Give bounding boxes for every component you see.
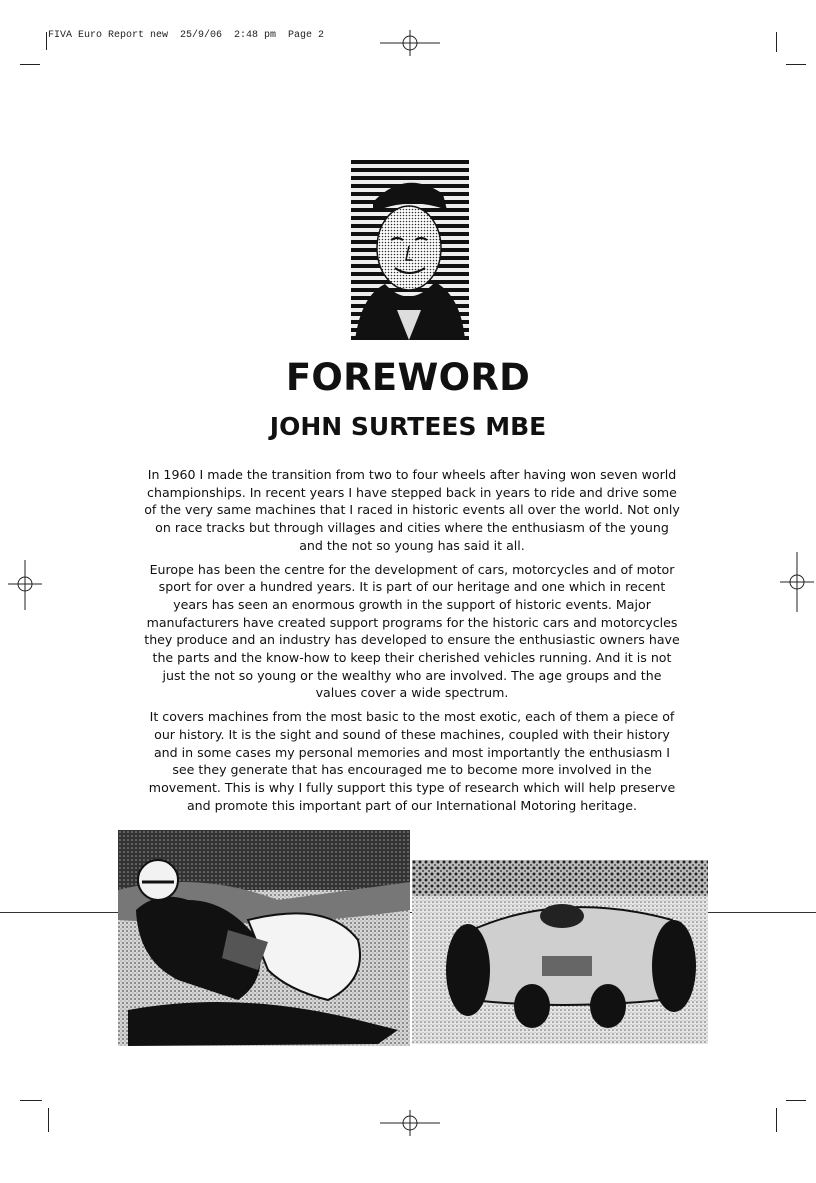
portrait-photo — [351, 160, 469, 340]
registration-mark-icon — [780, 552, 814, 612]
paragraph: Europe has been the centre for the development of cars, motorcycles and of motor sport for over a hundred years. It is part of our heritage and one which in recent years has seen an enormous growth in the support of historic events. Major manufacturers have created support programs for the historic cars and motorcycles they produce and an industry has developed to ensure the enthusiastic owners have the parts and the know-how to keep their cherished vehicles running. And it is not just the not so young or the wealthy who are involved. The age groups and the values cover a wide spectrum. — [144, 561, 680, 701]
registration-mark-icon — [8, 560, 42, 610]
crop-mark-top-left-h — [20, 64, 40, 65]
crop-mark-top-right-v — [776, 32, 777, 52]
crop-mark-bottom-left-v — [48, 1108, 49, 1132]
paragraph: In 1960 I made the transition from two to four wheels after having won seven world championships. In recent years I have stepped back in years to ride and drive some of the very same machines that I raced in historic events all over the world. Not only on race tracks but through villages and cities where the enthusiasm of the young and the not so young has said it all. — [144, 467, 680, 553]
race-car-photo — [412, 860, 708, 1044]
foreword-body — [142, 466, 682, 820]
crop-mark-bottom-left-h — [20, 1100, 42, 1101]
registration-mark-icon — [380, 30, 440, 56]
crop-mark-top-right-h — [786, 64, 806, 65]
motorcycle-racer-photo — [118, 830, 410, 1046]
page-title: FOREWORD — [285, 356, 531, 399]
crop-mark-bottom-right-h — [786, 1100, 806, 1101]
registration-mark-icon — [380, 1110, 440, 1136]
author-subtitle: JOHN SURTEES MBE — [269, 412, 547, 441]
paragraph: It covers machines from the most basic to the most exotic, each of them a piece of our history. It is the sight and sound of these machines, coupled with their history and in some cases my personal memories and most importantly the enthusiasm I see they generate that has encouraged me to become more involved in the movement. This is why I fully support this type of research which will help preserve and promote this important part of our International Motoring heritage. — [148, 709, 676, 813]
printer-slug: FIVA Euro Report new 25/9/06 2:48 pm Page 2 — [48, 30, 325, 41]
crop-mark-top-left-v — [46, 32, 47, 50]
crop-mark-bottom-right-v — [776, 1108, 777, 1132]
